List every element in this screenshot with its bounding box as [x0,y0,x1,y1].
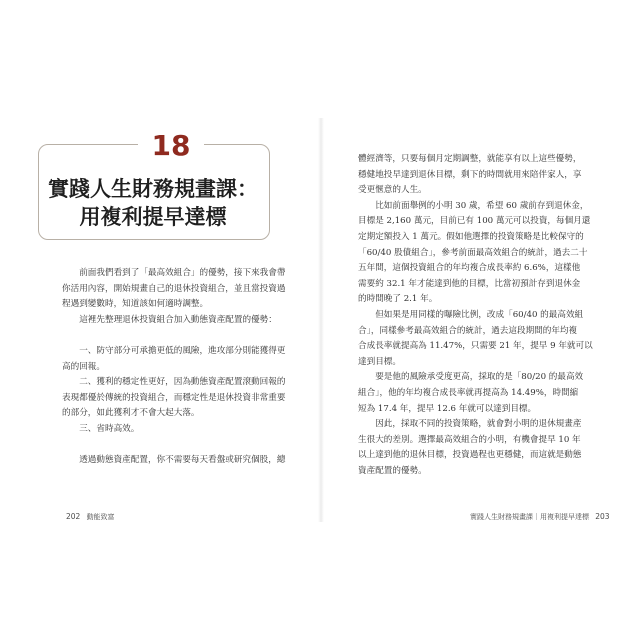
body-line: 定期定額投入 1 萬元。假如他選擇的投資策略是比較保守的 [358,231,584,242]
body-line: 前面我們看到了「最高效組合」的優勢，接下來我會帶 [62,268,286,278]
body-line: 需要約 32.1 年才能達到他的目標，比當初預計存到退休金 [358,278,581,289]
book-title-footer: 動能致富 [86,513,115,521]
body-line: 因此，採取不同的投資策略，就會對小明的退休規畫產 [358,419,582,430]
body-line: 但如果是用同樣的曝險比例，改成「60/40 的最高效組 [358,309,584,320]
body-line: 資產配置的優勢。 [358,465,427,476]
chapter-number-badge [138,129,204,162]
body-line-spacer [62,438,282,454]
body-line: 這裡先整理退休投資組合加入動態資產配置的優勢： [62,314,277,325]
left-footer [62,512,115,522]
chapter-title-line1: 實踐人生財務規畫課： [48,177,258,201]
body-line: 你活用內容，開始規畫自己的退休投資組合，並且當投資過 [62,283,286,294]
chapter-title-line2: 用複利提早達標 [79,205,227,229]
body-line: 「60/40 股債組合」，參考前面最高效組合的統計，過去二十 [358,247,588,258]
left-page-body [62,266,286,469]
body-line: 短為 17.4 年，提早 12.6 年就可以達到目標。 [358,403,537,414]
body-line: 透過動態資產配置，你不需要每天看盤或研究個股，總 [62,455,286,466]
body-line: 一、防守部分可承擔更低的風險，進攻部分則能獲得更 [62,345,286,356]
chapter-number: 18 [151,129,191,162]
body-line: 受更愜意的人生。 [358,185,427,196]
page-number-left: 202 [66,512,81,521]
chapter-title-footer: 實踐人生財務規畫課｜用複利提早達標 [470,513,589,521]
body-line: 合成長率就提高為 11.47%，只需要 21 年，提早 9 年就可以 [358,341,593,352]
body-line: 生很大的差別。選擇最高效組合的小明，有機會提早 10 年 [358,434,581,445]
body-line: 合」，同樣參考最高效組合的統計，過去這段期間的年均複 [358,325,578,336]
right-footer [470,512,614,522]
page-number-right: 203 [595,512,610,521]
body-line: 比如前面舉例的小明 30 歲，希望 60 歲前存到退休金， [358,200,589,211]
book-gutter [318,118,324,522]
body-line: 穩健地投早達到退休目標，剩下的時間就用來陪伴家人，享 [358,169,582,180]
body-line: 高的回報。 [62,361,105,372]
body-line: 目標是 2,160 萬元，目前已有 100 萬元可以投資，每個月還 [358,216,591,227]
body-line: 達到目標。 [358,356,401,367]
body-line-spacer [62,328,282,344]
body-line: 五年間，這個投資組合的年均複合成長率約 6.6%，這樣他 [358,263,581,274]
right-page-body [358,152,593,479]
body-line: 以上達到他的退休目標，投資過程也更穩健，而這就是動態 [358,450,582,461]
body-line: 體經濟等，只要每個月定期調整，就能享有以上這些優勢， [358,154,582,164]
body-line: 的時間晚了 2.1 年。 [358,294,438,305]
body-line: 組合」，他的年均複合成長率就再提高為 14.49%，時間縮 [358,387,579,398]
body-line: 三、省時高效。 [62,423,140,434]
body-line: 程遇到變數時，知道該如何適時調整。 [62,299,209,310]
body-line: 要是他的風險承受度更高，採取的是「80/20 的最高效 [358,372,584,383]
body-line: 的部分，如此獲利才不會大起大落。 [62,408,200,419]
body-line: 表現都優於傳統的投資組合，而穩定性是退休投資非常重要 [62,392,286,403]
body-line: 二、獲利的穩定性更好，因為動態資產配置滾動回報的 [62,377,286,388]
